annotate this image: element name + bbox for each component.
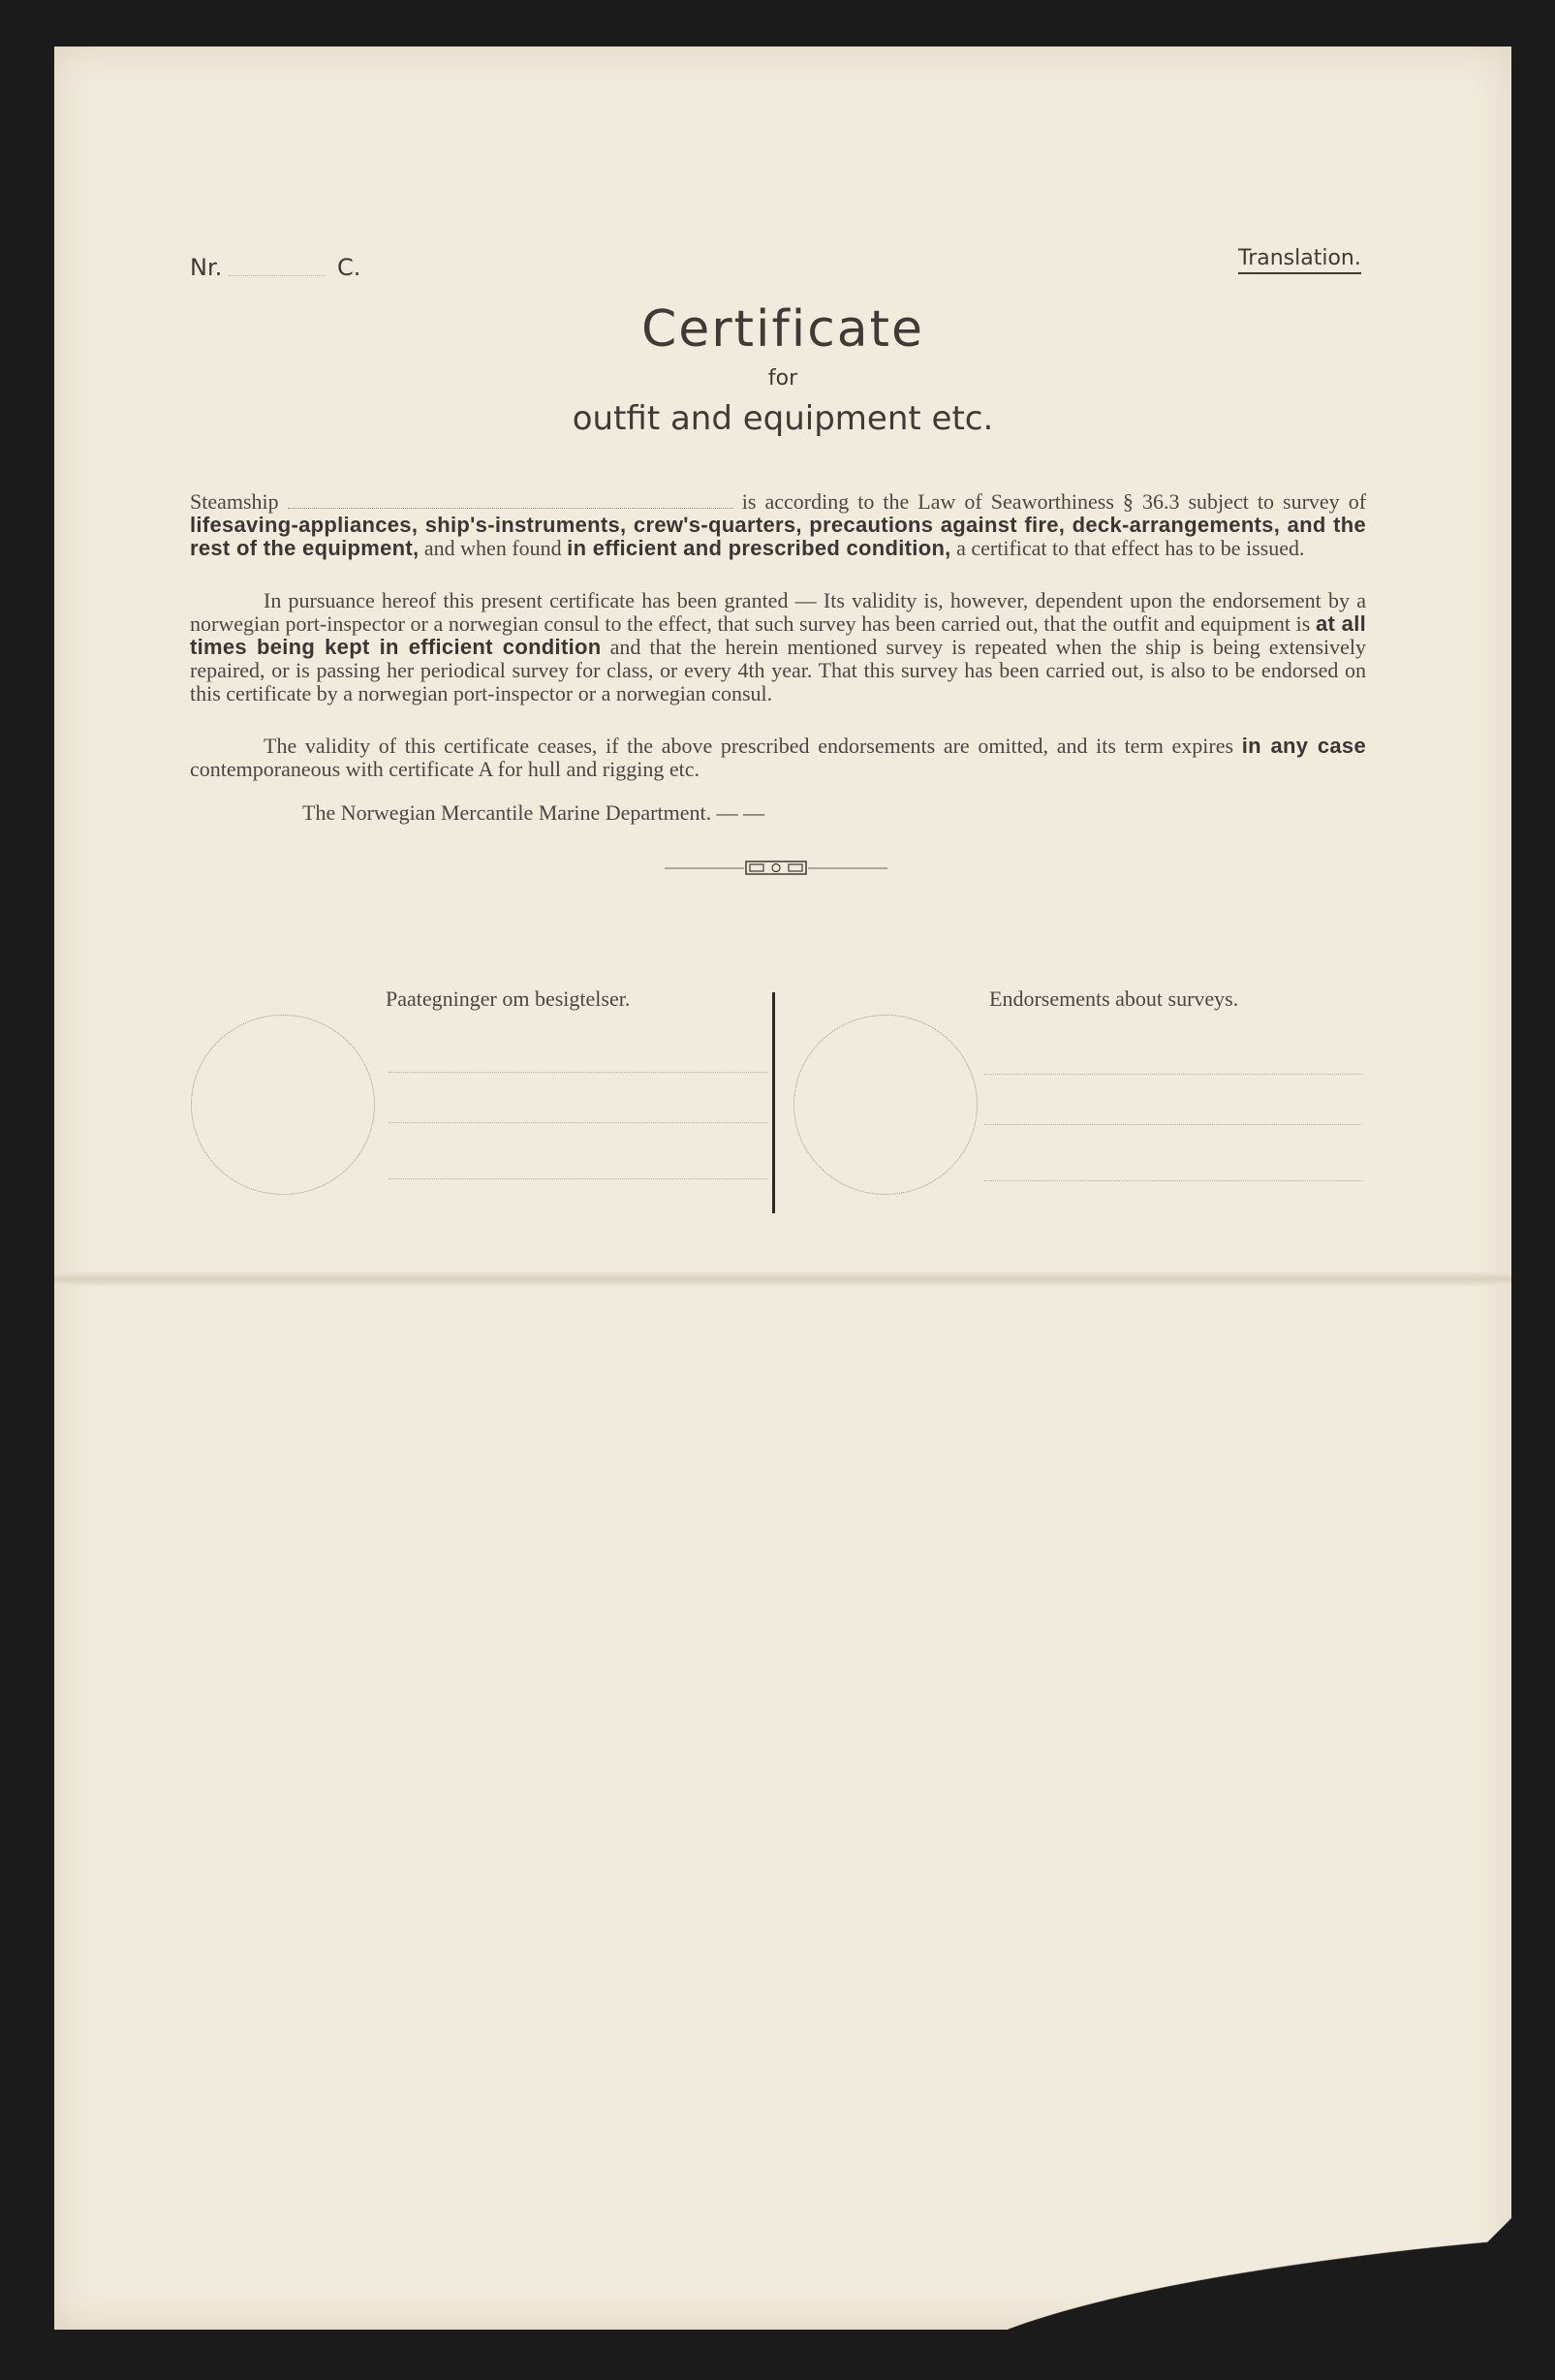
c-label: C. xyxy=(337,254,361,281)
paragraph-validity xyxy=(190,589,1366,705)
endorsements-heading-norwegian: Paategninger om besigtelser. xyxy=(386,986,631,1011)
title-for: for xyxy=(767,366,798,391)
ornament-divider-icon xyxy=(665,859,887,878)
paragraph3-text-1: The validity of this certificate ceases, if the above prescribed endorsements are omitted, and its term expires xyxy=(264,734,1234,758)
paragraph1-bold-2: in efficient and prescribed condition, xyxy=(567,536,951,560)
department-signature: The Norwegian Mercantile Marine Department. — — xyxy=(302,800,765,825)
certificate-subtitle: outfit and equipment etc. xyxy=(572,399,994,438)
nr-label: Nr. xyxy=(190,254,223,281)
paragraph2-bold-1: at all times being kept in efficient condition xyxy=(190,611,1367,659)
steamship-name-blank xyxy=(288,508,733,509)
page-curl-corner xyxy=(1008,2218,1511,2330)
paragraph2-text-1: In pursuance hereof this present certificate has been granted — Its validity is, however, dependent upon the endorsement by a norwegian port-inspector or a norwegian consul to the effect, that such survey has been carried out, that the outfit and equipment is xyxy=(190,588,1366,636)
paragraph-expiry xyxy=(190,735,1366,781)
paper-fold-crease xyxy=(54,1272,1511,1286)
paragraph3-bold-1: in any case xyxy=(1241,734,1366,758)
nr-blank-line xyxy=(229,275,326,276)
certificate-page xyxy=(54,47,1511,2330)
translation-label: Translation. xyxy=(1238,246,1361,274)
certificate-title: Certificate xyxy=(640,300,925,359)
paragraph1-bold-1: lifesaving-appliances, ship's-instruments, crew's-quarters, precautions against fire, deck-arrangements, and the rest of the equipment, xyxy=(190,513,1366,560)
steamship-label: Steamship xyxy=(190,489,279,514)
column-divider xyxy=(772,992,775,1213)
paragraph3-text-2: contemporaneous with certificate A for hull and rigging etc. xyxy=(190,757,700,781)
paragraph1-text-3: a certificat to that effect has to be issued. xyxy=(956,536,1305,560)
paragraph2-text-2: and that the herein mentioned survey is repeated when the ship is being extensively repaired, or is passing her periodical survey for class, or every 4th year. That this survey has been carried out, is also to be endorsed on this certificate by a norwegian port-inspector or a norwegian consul. xyxy=(190,635,1366,705)
endorsements-heading-english: Endorsements about surveys. xyxy=(989,986,1239,1011)
endorsement-line-left-3 xyxy=(389,1178,768,1179)
endorsement-line-right-1 xyxy=(984,1074,1362,1075)
stamp-circle-left xyxy=(191,1015,375,1195)
paragraph-seaworthiness xyxy=(190,490,1366,560)
endorsement-line-right-2 xyxy=(984,1124,1362,1125)
endorsement-line-right-3 xyxy=(984,1180,1362,1181)
endorsement-line-left-1 xyxy=(389,1072,768,1073)
endorsement-line-left-2 xyxy=(389,1122,768,1123)
paragraph1-text-2: and when found xyxy=(423,536,562,560)
paragraph1-text-1: is according to the Law of Seaworthiness § 36.3 subject to survey of xyxy=(741,489,1367,514)
stamp-circle-right xyxy=(793,1015,978,1195)
